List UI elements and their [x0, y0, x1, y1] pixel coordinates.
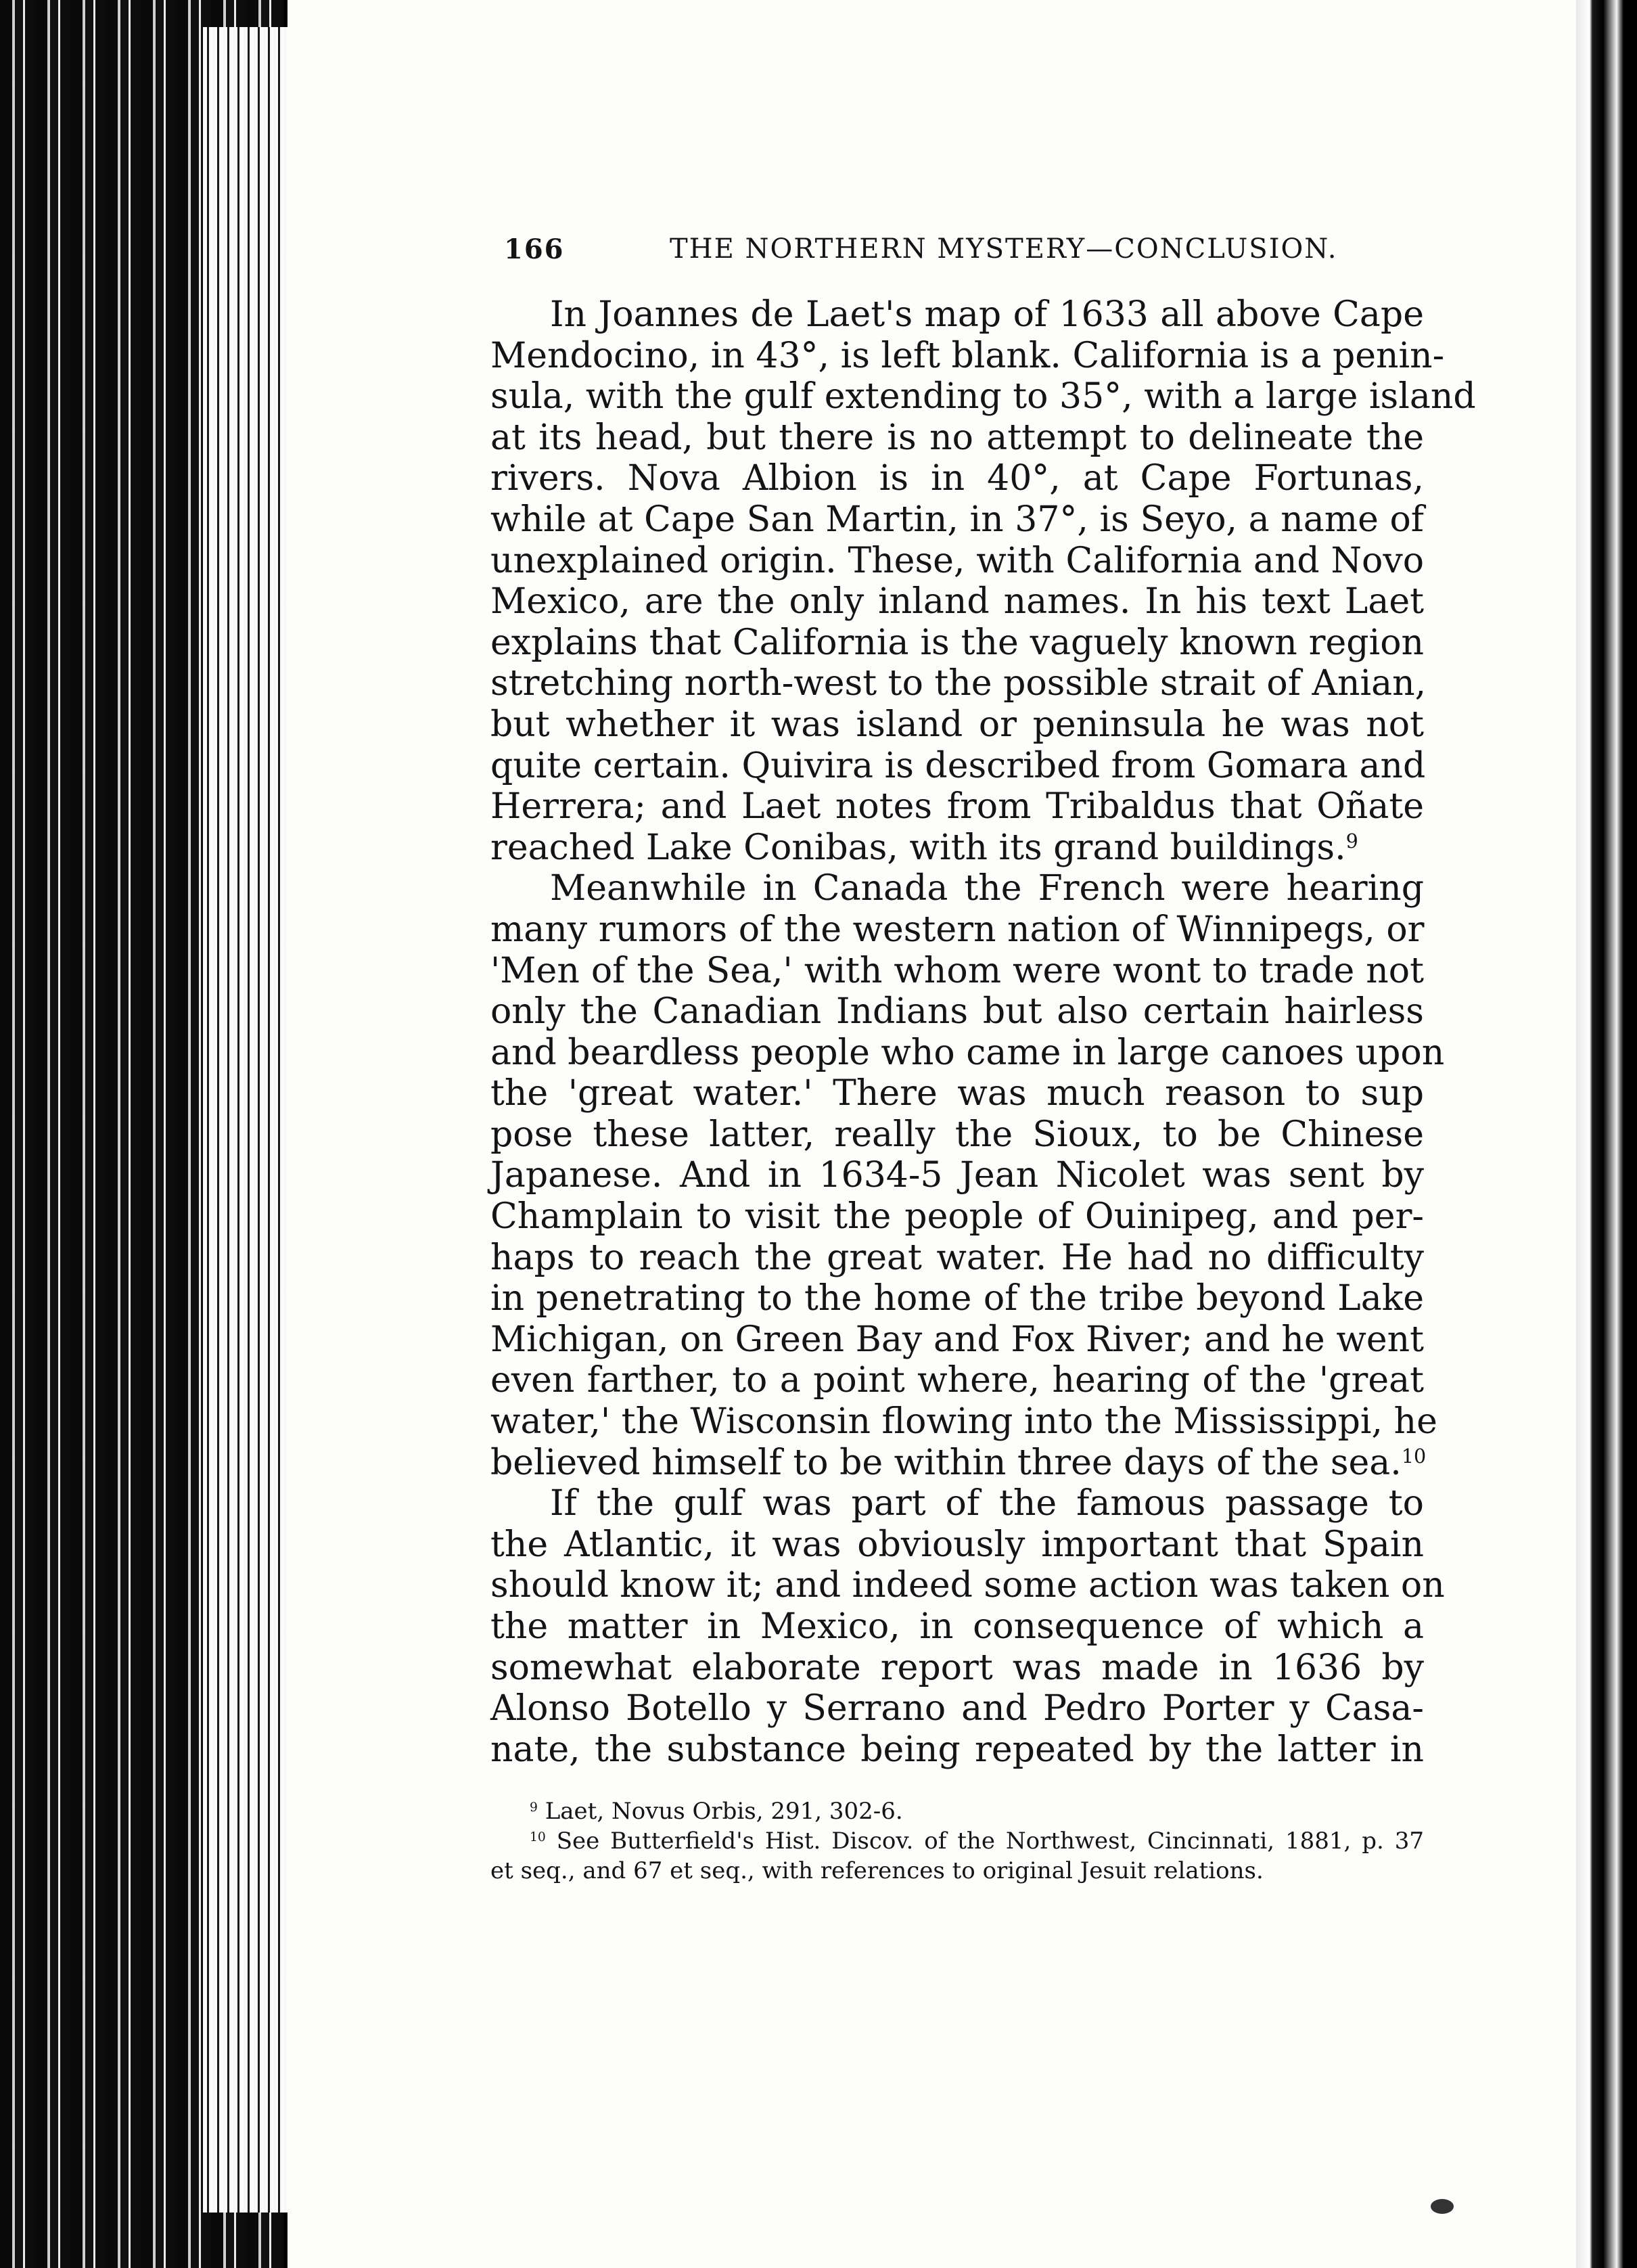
body-line: rivers. Nova Albion is in 40°, at Cape Fortunas, [490, 458, 1424, 499]
body-line: haps to reach the great water. He had no difficulty [490, 1237, 1424, 1278]
body-line-paragraph-end [490, 827, 1424, 869]
ink-smudge [1431, 2199, 1454, 2214]
book-right-edge [1576, 0, 1637, 2268]
body-line: only the Canadian Indians but also certain hairless [490, 991, 1424, 1033]
body-line: Mendocino, in 43°, is left blank. California is a penin- [490, 335, 1445, 376]
body-line: Michigan, on Green Bay and Fox River; and he went [490, 1319, 1424, 1360]
running-head [504, 233, 1338, 274]
body-line: sula, with the gulf extending to 35°, with a large island [490, 376, 1476, 417]
body-line: pose these latter, really the Sioux, to be Chinese [490, 1114, 1424, 1155]
footnote-text: Laet, Novus Orbis, 291, 302-6. [545, 1798, 903, 1825]
footnote-mark: 9 [530, 1800, 538, 1815]
body-line: Meanwhile in Canada the French were hearing [550, 868, 1424, 909]
body-line: at its head, but there is no attempt to delineate the [490, 417, 1424, 458]
body-line: Champlain to visit the people of Ouinipeg, and per- [490, 1196, 1424, 1238]
footnote-10-continuation: et seq., and 67 et seq., with references to original Jesuit relations. [490, 1857, 1264, 1884]
body-line: If the gulf was part of the famous passage to [550, 1483, 1424, 1524]
body-line: while at Cape San Martin, in 37°, is Seyo, a name of [490, 499, 1424, 540]
body-line: the 'great water.' There was much reason to sup [490, 1073, 1424, 1114]
body-line: in penetrating to the home of the tribe beyond Lake [490, 1278, 1424, 1319]
body-line: many rumors of the western nation of Winnipegs, or [490, 909, 1425, 950]
body-line: explains that California is the vaguely known region [490, 622, 1424, 663]
body-line: quite certain. Quivira is described from Gomara and [490, 745, 1426, 786]
footnote-reference: 10 [1401, 1444, 1427, 1468]
footnotes [490, 1796, 1424, 1886]
body-text [490, 294, 1476, 1770]
footnote-text: See Butterfield's Hist. Discov. of the Northwest, Cincinnati, 1881, p. 37 [556, 1828, 1425, 1855]
body-line: water,' the Wisconsin flowing into the Mississippi, he [490, 1401, 1437, 1443]
body-line-text: reached Lake Conibas, with its grand buildings. [490, 827, 1346, 868]
body-line: Alonso Botello y Serrano and Pedro Porter y Casa- [490, 1688, 1424, 1729]
running-head-title: THE NORTHERN MYSTERY—CONCLUSION. [670, 233, 1338, 265]
footnote-9 [490, 1796, 1424, 1826]
body-line: unexplained origin. These, with California and Novo [490, 540, 1424, 581]
body-line: 'Men of the Sea,' with whom were wont to trade not [490, 950, 1424, 991]
body-line: but whether it was island or peninsula he was not [490, 704, 1424, 745]
body-line: and beardless people who came in large canoes upon [490, 1032, 1445, 1073]
body-line: even farther, to a point where, hearing of the 'great [490, 1360, 1424, 1401]
stacked-leaves [203, 27, 291, 2213]
body-line: In Joannes de Laet's map of 1633 all above Cape [550, 294, 1424, 335]
page-number: 166 [504, 233, 565, 265]
body-line: the matter in Mexico, in consequence of which a [490, 1606, 1424, 1647]
footnote-reference: 9 [1345, 829, 1358, 853]
body-line: should know it; and indeed some action was taken on [490, 1565, 1445, 1606]
footnote-10 [490, 1826, 1424, 1856]
body-line: Mexico, are the only inland names. In his text Laet [490, 581, 1424, 622]
body-line: the Atlantic, it was obviously important that Spain [490, 1524, 1424, 1565]
body-line: stretching north-west to the possible strait of Anian, [490, 663, 1427, 704]
body-line-paragraph-end [490, 1442, 1427, 1484]
body-line-text: believed himself to be within three days of the sea. [490, 1442, 1402, 1483]
body-line: somewhat elaborate report was made in 1636 by [490, 1647, 1424, 1688]
body-line: Japanese. And in 1634-5 Jean Nicolet was sent by [490, 1155, 1424, 1196]
body-line: nate, the substance being repeated by the latter in [490, 1729, 1424, 1770]
body-line: Herrera; and Laet notes from Tribaldus that Oñate [490, 786, 1424, 827]
footnote-mark: 10 [530, 1830, 546, 1844]
book-page-edges [0, 0, 284, 2268]
